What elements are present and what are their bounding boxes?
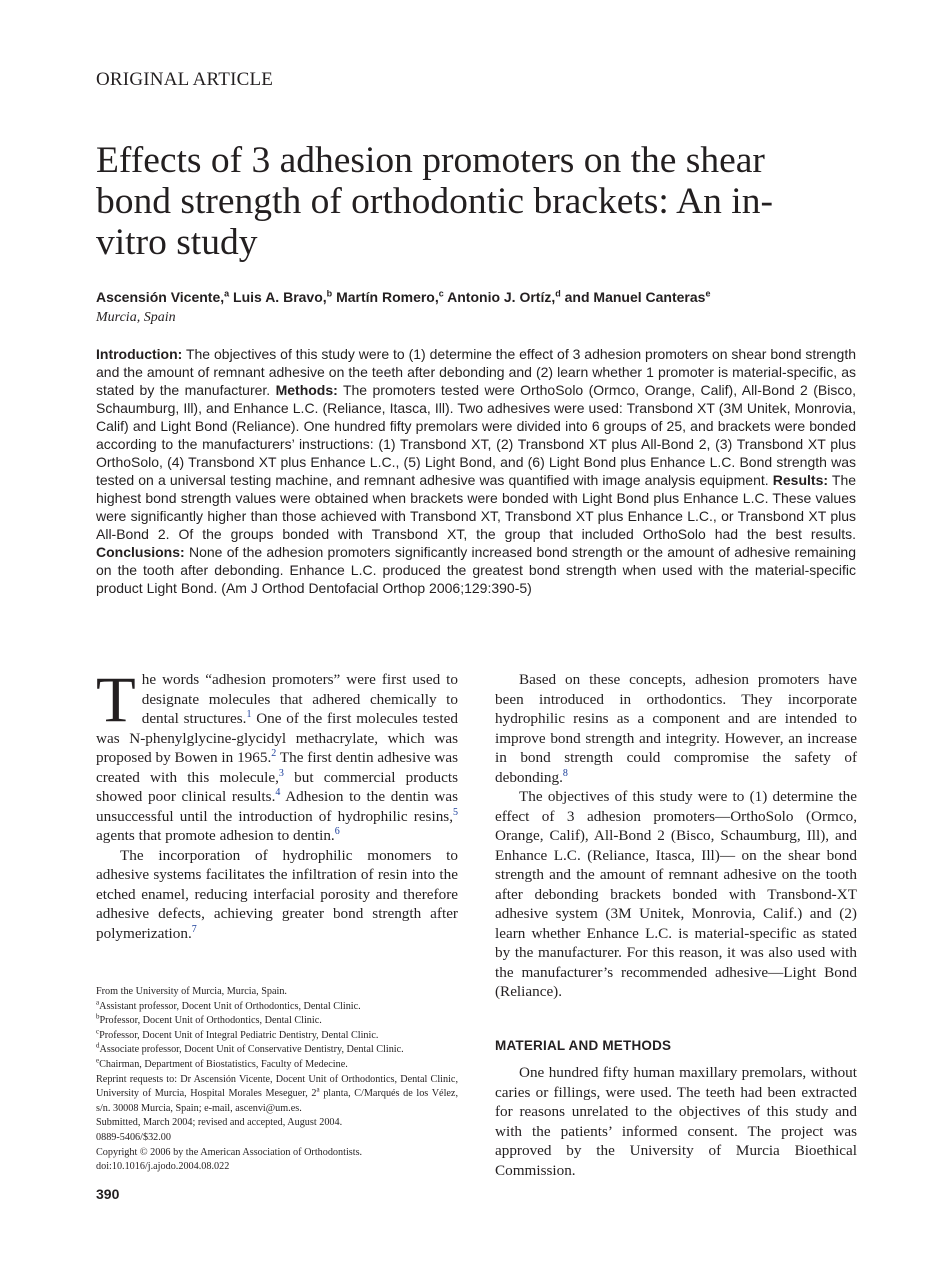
author-mark: c <box>438 288 444 299</box>
footnote-reprint: Reprint requests to: Dr Ascensión Vicente, Docent Unit of Orthodontics, Dental Clinic, University of Murcia, Hospital Morales Meseguer, 2$^a$ planta, C/Marqués de los Vélez, s/n. 30008 Murcia, Spain; e-mail, ascenvi@um.es. <box>96 1073 458 1114</box>
citation-link[interactable]: 1 <box>246 708 252 720</box>
footnote-price: 0889-5406/$32.00 <box>96 1131 171 1143</box>
citation-link[interactable]: 2 <box>271 747 277 759</box>
body-text: The first dentin adhesive was created with this molecule, <box>96 749 458 786</box>
footnote-a: $^a$Assistant professor, Docent Unit of Orthodontics, Dental Clinic. <box>96 998 361 1012</box>
methods-paragraph: One hundred fifty human maxillary premolars, without caries or fillings, were used. The teeth had been extracted for reasons unrelated to the objectives of this study and with the patients’ informed consent. The project was approved by the University of Murcia Bioethical Commission. <box>495 1064 857 1179</box>
footnote-from: From the University of Murcia, Murcia, Spain. <box>96 986 287 997</box>
right-column <box>495 670 857 1180</box>
author-mark: b <box>326 288 333 299</box>
author-list <box>96 289 710 305</box>
citation-link[interactable]: 5 <box>453 806 458 818</box>
body-text: but commercial products showed poor clinical results. <box>96 768 458 805</box>
article-title: Effects of 3 adhesion promoters on the shear bond strength of orthodontic brackets: An in-vitro study <box>96 140 773 263</box>
footnote-doi[interactable]: doi:10.1016/j.ajodo.2004.08.022 <box>96 1161 230 1173</box>
abstract-results: The highest bond strength values were obtained when brackets were bonded with Light Bond plus Enhance L.C. These values were significantly higher than those achieved with Transbond XT, Transbond XT plus Enhance L.C., or Transbond XT plus All-Bond 2. Of the groups bonded with Transbond XT, the group that included OrthoSolo had the best results. <box>96 472 857 542</box>
abstract-conclusions: None of the adhesion promoters significantly increased bond strength or the amount of adhesive remaining on the tooth after debonding. Enhance L.C. produced the greatest bond strength when used with the material-specific product Light Bond. (Am J Orthod Dentofacial Orthop 2006;129:390-5) <box>96 544 857 596</box>
footnote-b: $^b$Professor, Docent Unit of Orthodontics, Dental Clinic. <box>96 1012 322 1027</box>
drop-cap: T <box>96 664 136 736</box>
intro-paragraph-1 <box>96 664 458 846</box>
author-name: and Manuel Canteras <box>564 289 706 305</box>
body-text: The incorporation of hydrophilic monomers to adhesive systems facilitates the infiltration of resin into the etched enamel, reducing interfacial porosity and therefore adhesive defects, achieving greater bond strength after polymerization. <box>96 846 458 942</box>
author-name: Luis A. Bravo, <box>233 289 327 305</box>
author-mark: a <box>224 288 230 299</box>
abstract-results-label: Results: <box>772 472 829 488</box>
abstract-conclusions-label: Conclusions: <box>96 544 185 560</box>
footnote-c: $^c$Professor, Docent Unit of Integral Pediatric Dentistry, Dental Clinic. <box>96 1027 379 1041</box>
intro-paragraph-3 <box>495 670 857 787</box>
objectives-paragraph: The objectives of this study were to (1) determine the effect of 3 adhesion promoters—OrthoSolo (Ormco, Orange, Calif), All-Bond 2 (Bisco, Schaumburg, Ill), and Enhance L.C. (Reliance, Itasca, Ill)— on the shear bond strength and the amount of remnant adhesive on the tooth after debonding brackets bonded with Transbond-XT adhesive system (3M Unitek, Monrovia, Calif.) and (2) learn whether Enhance L.C. is material-specific as stated by the manufacturer. For this reason, it was also used with the manufacturer’s recommended adhesive—Light Bond (Reliance). <box>495 788 857 1000</box>
abstract <box>96 345 856 597</box>
author-name: Martín Romero, <box>336 289 439 305</box>
abstract-intro-label: Introduction: <box>96 346 183 362</box>
author-name: Ascensión Vicente, <box>96 289 225 305</box>
footnote-e: $^e$Chairman, Department of Biostatistics, Faculty of Medecine. <box>96 1056 348 1070</box>
author-name: Antonio J. Ortíz, <box>447 289 556 305</box>
abstract-intro: The objectives of this study were to (1) determine the effect of 3 adhesion promoters on shear bond strength and the amount of remnant adhesive on the teeth after debonding and (2) learn whether 1 promoter is material-specific, as stated by the manufacturer. <box>96 346 856 398</box>
body-text: he words “adhesion promoters” were first used to designate molecules that adhered chemically to dental structures. <box>141 671 458 727</box>
body-text: Adhesion to the dentin was unsuccessful until the introduction of hydrophilic resins, <box>96 788 458 825</box>
footnote-copyright: Copyright © 2006 by the American Association of Orthodontists. <box>96 1146 363 1158</box>
citation-link[interactable]: 8 <box>562 767 568 779</box>
abstract-methods: The promoters tested were OrthoSolo (Ormco, Orange, Calif), All-Bond 2 (Bisco, Schaumburg, Ill), and Enhance L.C. (Reliance, Itasca, Ill). Two adhesives were used: Transbond XT (3M Unitek, Monrovia, Calif) and Light Bond (Reliance). One hundred fifty premolars were divided into 6 groups of 25, and brackets were bonded according to the manufacturers’ instructions: (1) Transbond XT, (2) Transbond XT plus All-Bond 2, (3) Transbond XT plus OrthoSolo, (4) Transbond XT plus Enhance L.C., (5) Light Bond, and (6) Light Bond plus Enhance L.C. Bond strength was tested on a universal testing machine, and remnant adhesive was quantified with image analysis equipment. <box>96 382 857 488</box>
body-text: One of the first molecules tested was N-phenylglycine-glycidyl methacrylate, which was proposed by Bowen in 1965. <box>96 710 458 766</box>
affiliation: Murcia, Spain <box>96 310 176 325</box>
abstract-methods-label: Methods: <box>275 382 338 398</box>
section-heading: MATERIAL AND METHODS <box>495 1037 672 1053</box>
citation-link[interactable]: 6 <box>334 825 340 837</box>
section-label: ORIGINAL ARTICLE <box>96 69 274 90</box>
page-number: 390 <box>96 1186 120 1202</box>
citation-link[interactable]: 3 <box>278 767 284 779</box>
author-mark: d <box>555 288 561 299</box>
citation-link[interactable]: 4 <box>275 786 281 798</box>
footnote-d: $^d$Associate professor, Docent Unit of Conservative Dentistry, Dental Clinic. <box>96 1041 404 1056</box>
body-text: Based on these concepts, adhesion promoters have been introduced in orthodontics. They incorporate hydrophilic resins as a component and are intended to improve bond strength and integrity. However, an increase in bond strength could compromise the safety of debonding. <box>495 671 857 786</box>
footnotes <box>96 985 458 1175</box>
left-column <box>96 664 458 943</box>
body-text: agents that promote adhesion to dentin. <box>96 827 335 844</box>
author-mark: e <box>705 288 711 299</box>
citation-link[interactable]: 7 <box>191 923 197 935</box>
intro-paragraph-2 <box>96 846 458 944</box>
footnote-submitted: Submitted, March 2004; revised and accepted, August 2004. <box>96 1117 343 1129</box>
